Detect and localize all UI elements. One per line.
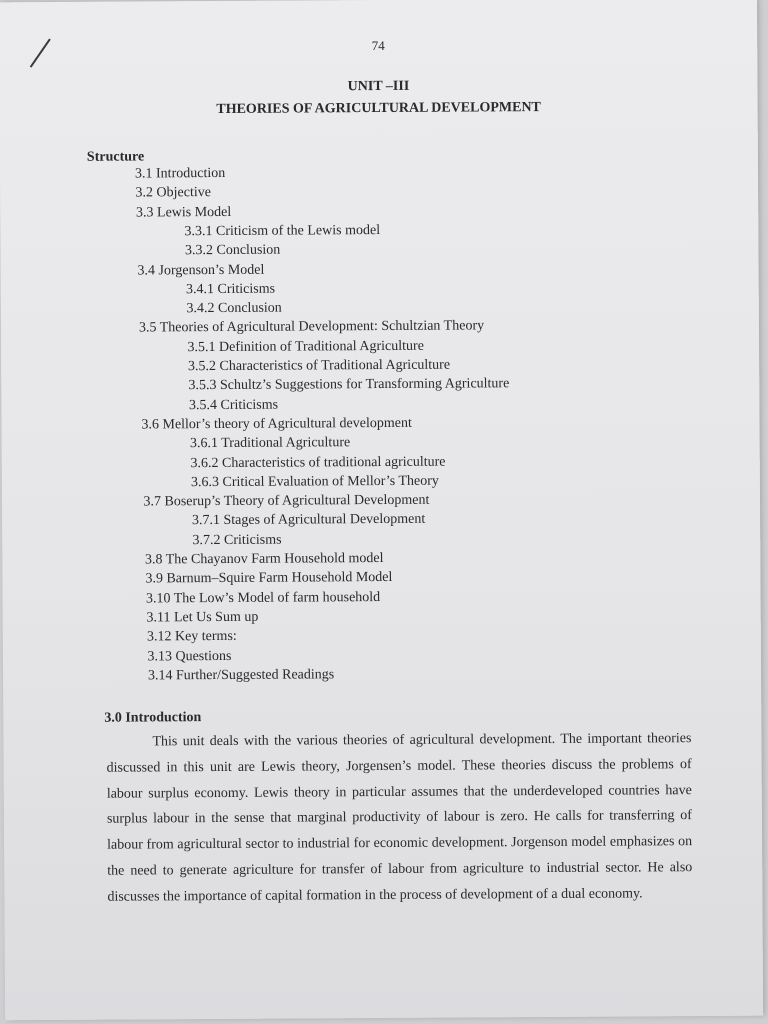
introduction-paragraph: This unit deals with the various theories of agricultural development. The important theories discussed in this unit are Lewis theory, Jorgensen’s model. These theories discuss the problems of labour surplus economy. Lewis theory in particular assumes that the underdeveloped countries have surplus labour in the sense that marginal productivity of labour is zero. He calls for transferring of labour from agricultural sector to industrial for economic development. Jorgenson model emphasizes on the need to generate agriculture for transfer of labour from agriculture to industrial sector. He also discusses the importance of capital formation in the process of development of a dual economy. [106, 731, 693, 905]
toc-item: 3.5.3 Schultz’s Suggestions for Transforming Agriculture [188, 376, 510, 394]
toc-item: 3.8 The Chayanov Farm Household model [144, 550, 384, 568]
unit-label: UNIT –III [347, 78, 410, 95]
toc-item: 3.5.1 Definition of Traditional Agriculture [187, 338, 424, 355]
toc-item: 3.10 The Low’s Model of farm household [145, 589, 381, 607]
toc-item: 3.3.2 Conclusion [184, 242, 281, 259]
toc-item: 3.4 Jorgenson’s Model [137, 262, 265, 278]
toc-item: 3.3.1 Criticism of the Lewis model [184, 222, 381, 240]
toc-item: 3.5.2 Characteristics of Traditional Agriculture [187, 357, 451, 375]
toc-item: 3.13 Questions [147, 648, 232, 664]
toc-item: 3.12 Key terms: [146, 629, 237, 645]
toc-item: 3.3 Lewis Model [135, 204, 232, 221]
toc-item: 3.6.1 Traditional Agriculture [189, 435, 351, 452]
toc-item: 3.4.1 Criticisms [185, 281, 276, 297]
toc-item: 3.5.4 Criticisms [188, 397, 279, 413]
toc-item: 3.6 Mellor’s theory of Agricultural development [141, 415, 412, 433]
toc-item: 3.7.2 Criticisms [192, 532, 282, 548]
toc-item: 3.11 Let Us Sum up [146, 609, 259, 626]
introduction-heading: 3.0 Introduction [104, 710, 202, 726]
page-number: 74 [371, 37, 385, 54]
toc-item: 3.14 Further/Suggested Readings [147, 667, 335, 684]
chapter-title: THEORIES OF AGRICULTURAL DEVELOPMENT [216, 100, 541, 118]
toc-item: 3.5 Theories of Agricultural Development: Schultzian Theory [138, 318, 485, 336]
toc-item: 3.9 Barnum–Squire Farm Household Model [145, 570, 393, 587]
toc-item: 3.6.3 Critical Evaluation of Mellor’s Theory [190, 473, 439, 490]
toc-item: 3.1 Introduction [134, 165, 226, 182]
toc-item: 3.2 Objective [135, 185, 211, 201]
toc-item: 3.4.2 Conclusion [186, 300, 282, 317]
structure-heading: Structure [86, 149, 145, 165]
toc-item: 3.7 Boserup’s Theory of Agricultural Development [143, 492, 430, 510]
toc-item: 3.7.1 Stages of Agricultural Development [191, 512, 426, 529]
toc-item: 3.6.2 Characteristics of traditional agriculture [190, 454, 446, 471]
